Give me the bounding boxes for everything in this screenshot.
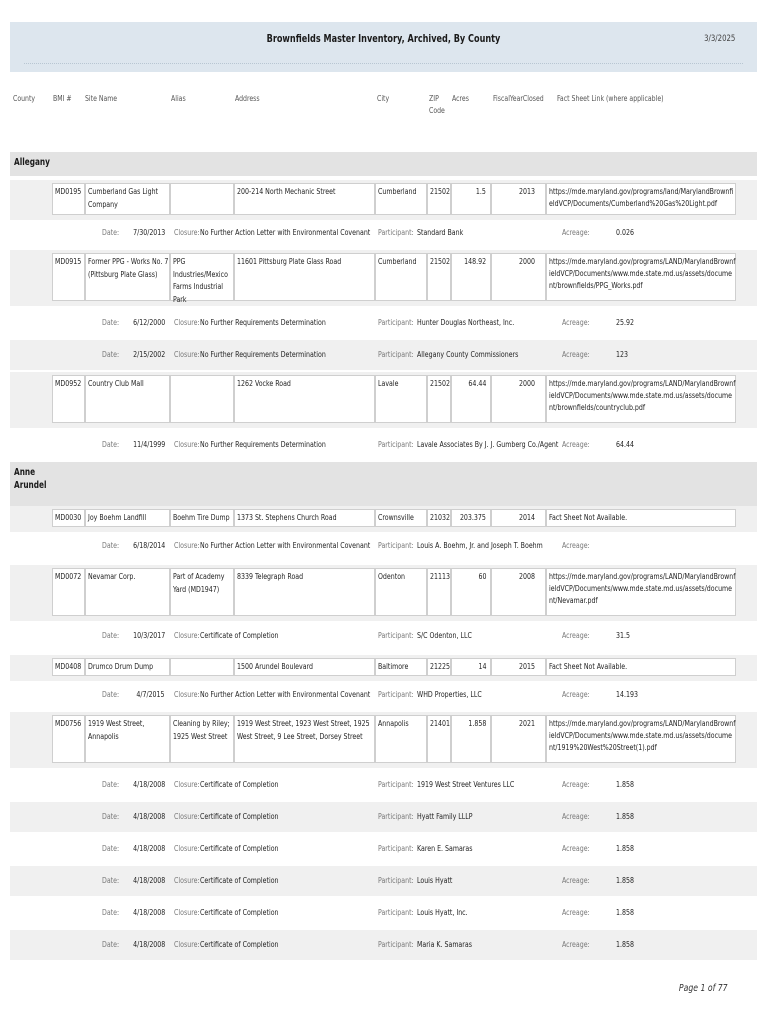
date-label: Date: <box>102 907 120 917</box>
cell-bmi <box>52 509 85 527</box>
site-fiscal-year-closed: 2013 <box>519 186 535 196</box>
date-label: Date: <box>102 875 120 885</box>
cell-fiscal-year-closed <box>491 715 546 763</box>
acreage-value: 1.858 <box>616 907 634 917</box>
report-header <box>10 22 757 72</box>
participant-label: Participant: <box>378 907 414 917</box>
closure-type: No Further Action Letter with Environmental Covenant <box>200 540 371 550</box>
closure-detail-row <box>10 621 757 651</box>
date-label: Date: <box>102 811 120 821</box>
county-name: Anne Arundel <box>14 467 47 491</box>
closure-type: Certificate of Completion <box>200 907 279 917</box>
closure-label: Closure: <box>174 317 200 327</box>
cell-site-name <box>85 715 170 763</box>
closure-type: Certificate of Completion <box>200 875 279 885</box>
date-label: Date: <box>102 779 120 789</box>
closure-detail-row <box>10 340 757 370</box>
participant-name: Hyatt Family LLLP <box>417 811 473 821</box>
cell-city <box>375 715 427 763</box>
site-city: Cumberland <box>378 256 417 266</box>
site-bmi: MD0030 <box>55 512 82 522</box>
acreage-label: Acreage: <box>562 349 590 359</box>
closure-detail-row <box>10 308 757 338</box>
site-fiscal-year-closed: 2014 <box>519 512 535 522</box>
site-city: Lavale <box>378 378 399 388</box>
site-address: 1373 St. Stephens Church Road <box>237 512 337 522</box>
closure-type: Certificate of Completion <box>200 843 279 853</box>
site-acres: 60 <box>478 571 486 581</box>
cell-fiscal-year-closed <box>491 253 546 301</box>
site-zip: 21502 <box>430 378 450 388</box>
site-bmi: MD0952 <box>55 378 82 388</box>
cell-alias <box>170 253 234 304</box>
closure-type: Certificate of Completion <box>200 939 279 949</box>
cell-acres <box>451 183 491 215</box>
closure-label: Closure: <box>174 875 200 885</box>
cell-zip <box>427 183 451 215</box>
site-acres: 203.375 <box>460 512 486 522</box>
cell-fiscal-year-closed <box>491 509 546 527</box>
date-label: Date: <box>102 227 120 237</box>
acreage-value: 14.193 <box>616 689 638 699</box>
site-fiscal-year-closed: 2015 <box>519 661 535 671</box>
col-address: Address <box>235 94 260 103</box>
acreage-value: 1.858 <box>616 875 634 885</box>
cell-bmi <box>52 183 85 215</box>
acreage-label: Acreage: <box>562 630 590 640</box>
date-label: Date: <box>102 689 120 699</box>
acreage-value: 64.44 <box>616 439 634 449</box>
site-address: 1500 Arundel Boulevard <box>237 661 314 671</box>
col-acres: Acres <box>452 94 469 103</box>
fact-sheet-link[interactable]: https://mde.maryland.gov/programs/LAND/MarylandBrownfieldVCP/Documents/www.mde.state.md.us/assets/document/brownfields/PPG_Works.pdf <box>549 256 736 290</box>
site-fiscal-year-closed: 2021 <box>519 718 535 728</box>
cell-address <box>234 715 375 763</box>
closure-date: 4/18/2008 <box>132 939 165 949</box>
participant-label: Participant: <box>378 811 414 821</box>
cell-zip <box>427 715 451 763</box>
participant-label: Participant: <box>378 843 414 853</box>
col-alias: Alias <box>171 94 186 103</box>
date-label: Date: <box>102 939 120 949</box>
closure-label: Closure: <box>174 540 200 550</box>
cell-fact-sheet <box>546 509 736 527</box>
cell-zip <box>427 568 451 616</box>
cell-zip <box>427 253 451 301</box>
acreage-value: 1.858 <box>616 811 634 821</box>
report-title: Brownfields Master Inventory, Archived, By County <box>266 33 501 45</box>
closure-date: 4/18/2008 <box>132 907 165 917</box>
closure-label: Closure: <box>174 939 200 949</box>
participant-label: Participant: <box>378 227 414 237</box>
fact-sheet-link: Fact Sheet Not Available. <box>549 661 628 671</box>
closure-label: Closure: <box>174 907 200 917</box>
cell-city <box>375 183 427 215</box>
site-site-name: Country Club Mall <box>88 378 144 388</box>
site-zip: 21225 <box>430 661 450 671</box>
fact-sheet-link[interactable]: https://mde.maryland.gov/programs/land/MarylandBrownfieldVCP/Documents/Cumberland%20Gas%20Light.pdf <box>549 186 734 208</box>
closure-detail-row <box>10 834 757 864</box>
site-bmi: MD0408 <box>55 661 82 671</box>
acreage-value: 1.858 <box>616 843 634 853</box>
county-group-header <box>10 462 757 506</box>
cell-city <box>375 568 427 616</box>
cell-site-name <box>85 183 170 215</box>
site-zip: 21113 <box>430 571 450 581</box>
participant-label: Participant: <box>378 349 414 359</box>
acreage-value: 1.858 <box>616 939 634 949</box>
cell-address <box>234 375 375 423</box>
closure-type: No Further Requirements Determination <box>200 317 326 327</box>
site-site-name: Joy Boehm Landfill <box>88 512 147 522</box>
col-zip: ZIP Code <box>429 94 445 115</box>
cell-site-name <box>85 509 170 527</box>
date-label: Date: <box>102 349 120 359</box>
site-bmi: MD0195 <box>55 186 82 196</box>
cell-city <box>375 253 427 301</box>
participant-label: Participant: <box>378 875 414 885</box>
closure-date: 11/4/1999 <box>132 439 165 449</box>
closure-date: 4/18/2008 <box>132 811 165 821</box>
closure-date: 6/18/2014 <box>132 540 165 550</box>
closure-label: Closure: <box>174 779 200 789</box>
site-row <box>10 655 757 681</box>
closure-date: 4/18/2008 <box>132 875 165 885</box>
col-bmi: BMI # <box>53 94 72 103</box>
site-row <box>10 506 757 532</box>
closure-detail-row <box>10 930 757 960</box>
cell-bmi <box>52 715 85 763</box>
site-city: Odenton <box>378 571 406 581</box>
fact-sheet-link: Fact Sheet Not Available. <box>549 512 628 522</box>
closure-date: 10/3/2017 <box>132 630 165 640</box>
participant-label: Participant: <box>378 540 414 550</box>
cell-site-name <box>85 253 170 301</box>
col-county: County <box>13 94 36 103</box>
participant-name: Allegany County Commissioners <box>417 349 519 359</box>
acreage-label: Acreage: <box>562 689 590 699</box>
participant-name: Louis Hyatt, Inc. <box>417 907 468 917</box>
fact-sheet-link[interactable]: https://mde.maryland.gov/programs/LAND/MarylandBrownfieldVCP/Documents/www.mde.state.md.us/assets/document/brownfields/countryclub.pdf <box>549 378 736 412</box>
site-row <box>10 250 757 306</box>
closure-detail-row <box>10 430 757 460</box>
acreage-value: 0.026 <box>616 227 634 237</box>
closure-type: No Further Requirements Determination <box>200 349 326 359</box>
participant-name: WHD Properties, LLC <box>417 689 482 699</box>
participant-label: Participant: <box>378 317 414 327</box>
site-acres: 148.92 <box>464 256 486 266</box>
cell-address <box>234 509 375 527</box>
site-site-name: Nevamar Corp. <box>88 571 136 581</box>
cell-fiscal-year-closed <box>491 658 546 676</box>
site-bmi: MD0915 <box>55 256 82 266</box>
acreage-value: 31.5 <box>616 630 630 640</box>
site-acres: 1.5 <box>476 186 486 196</box>
closure-label: Closure: <box>174 630 200 640</box>
col-city: City <box>377 94 390 103</box>
site-site-name: Former PPG - Works No. 7 (Pittsburg Plate Glass) <box>88 256 169 279</box>
site-row <box>10 372 757 428</box>
site-fiscal-year-closed: 2000 <box>519 256 535 266</box>
participant-name: Louis A. Boehm, Jr. and Joseph T. Boehm <box>417 540 543 550</box>
closure-type: Certificate of Completion <box>200 811 279 821</box>
site-site-name: 1919 West Street, Annapolis <box>88 718 145 741</box>
cell-fact-sheet <box>546 568 736 616</box>
closure-date: 4/18/2008 <box>132 843 165 853</box>
site-bmi: MD0072 <box>55 571 82 581</box>
acreage-label: Acreage: <box>562 843 590 853</box>
cell-bmi <box>52 253 85 301</box>
date-label: Date: <box>102 317 120 327</box>
participant-name: Maria K. Samaras <box>417 939 472 949</box>
date-label: Date: <box>102 439 120 449</box>
cell-fiscal-year-closed <box>491 375 546 423</box>
participant-name: Lavale Associates By J. J. Gumberg Co./Agent <box>417 439 559 449</box>
cell-site-name <box>85 658 170 676</box>
report-date: 3/3/2025 <box>703 34 735 44</box>
cell-bmi <box>52 375 85 423</box>
col-site-name: Site Name <box>85 94 118 103</box>
closure-label: Closure: <box>174 689 200 699</box>
cell-alias <box>170 715 234 763</box>
acreage-label: Acreage: <box>562 540 590 550</box>
site-zip: 21502 <box>430 186 450 196</box>
county-name: Allegany <box>14 157 50 168</box>
cell-address <box>234 183 375 215</box>
site-zip: 21502 <box>430 256 450 266</box>
site-row <box>10 712 757 768</box>
cell-city <box>375 509 427 527</box>
site-row <box>10 180 757 220</box>
participant-name: Louis Hyatt <box>417 875 453 885</box>
site-address: 8339 Telegraph Road <box>237 571 304 581</box>
page-number: Page 1 of 77 <box>679 983 728 994</box>
site-address: 1919 West Street, 1923 West Street, 1925 West Street, 9 Lee Street, Dorsey Street <box>237 718 370 741</box>
site-address: 200-214 North Mechanic Street <box>237 186 336 196</box>
cell-site-name <box>85 375 170 423</box>
closure-date: 4/7/2015 <box>136 689 165 699</box>
closure-label: Closure: <box>174 843 200 853</box>
cell-bmi <box>52 658 85 676</box>
participant-label: Participant: <box>378 439 414 449</box>
cell-fact-sheet <box>546 183 736 215</box>
cell-fact-sheet <box>546 253 736 301</box>
closure-detail-row <box>10 802 757 832</box>
site-site-name: Drumco Drum Dump <box>88 661 154 671</box>
site-zip: 21401 <box>430 718 450 728</box>
closure-date: 7/30/2013 <box>132 227 165 237</box>
cell-fiscal-year-closed <box>491 183 546 215</box>
acreage-label: Acreage: <box>562 439 590 449</box>
acreage-label: Acreage: <box>562 907 590 917</box>
site-row <box>10 565 757 621</box>
closure-type: No Further Action Letter with Environmental Covenant <box>200 689 371 699</box>
cell-acres <box>451 509 491 527</box>
closure-label: Closure: <box>174 349 200 359</box>
acreage-label: Acreage: <box>562 939 590 949</box>
closure-detail-row <box>10 866 757 896</box>
participant-label: Participant: <box>378 939 414 949</box>
acreage-label: Acreage: <box>562 875 590 885</box>
site-address: 1262 Vocke Road <box>237 378 291 388</box>
cell-address <box>234 253 375 301</box>
county-group-header <box>10 152 757 176</box>
cell-fiscal-year-closed <box>491 568 546 616</box>
closure-detail-row <box>10 681 757 709</box>
site-alias: Part of Academy Yard (MD1947) <box>173 571 225 594</box>
cell-city <box>375 658 427 676</box>
participant-name: S/C Odenton, LLC <box>417 630 472 640</box>
site-zip: 21032 <box>430 512 450 522</box>
cell-acres <box>451 568 491 616</box>
closure-detail-row <box>10 898 757 928</box>
site-acres: 14 <box>478 661 486 671</box>
acreage-value: 123 <box>616 349 628 359</box>
participant-name: Hunter Douglas Northeast, Inc. <box>417 317 515 327</box>
closure-type: No Further Requirements Determination <box>200 439 326 449</box>
fact-sheet-link[interactable]: https://mde.maryland.gov/programs/LAND/MarylandBrownfieldVCP/Documents/www.mde.state.md.us/assets/document/Nevamar.pdf <box>549 571 736 605</box>
cell-acres <box>451 658 491 676</box>
site-acres: 64.44 <box>468 378 486 388</box>
participant-label: Participant: <box>378 630 414 640</box>
acreage-label: Acreage: <box>562 317 590 327</box>
closure-label: Closure: <box>174 227 200 237</box>
acreage-label: Acreage: <box>562 811 590 821</box>
site-fiscal-year-closed: 2000 <box>519 378 535 388</box>
cell-bmi <box>52 568 85 616</box>
site-address: 11601 Pittsburg Plate Glass Road <box>237 256 342 266</box>
participant-name: 1919 West Street Ventures LLC <box>417 779 515 789</box>
acreage-value: 1.858 <box>616 779 634 789</box>
cell-alias <box>170 568 234 616</box>
cell-alias <box>170 509 234 527</box>
date-label: Date: <box>102 540 120 550</box>
cell-fact-sheet <box>546 658 736 676</box>
cell-fact-sheet <box>546 375 736 423</box>
fact-sheet-link[interactable]: https://mde.maryland.gov/programs/LAND/MarylandBrownfieldVCP/Documents/www.mde.state.md.us/assets/document/1919%20West%20Street(1).pdf <box>549 718 736 752</box>
cell-acres <box>451 375 491 423</box>
cell-alias <box>170 375 234 423</box>
cell-zip <box>427 658 451 676</box>
cell-address <box>234 658 375 676</box>
acreage-label: Acreage: <box>562 227 590 237</box>
closure-type: Certificate of Completion <box>200 779 279 789</box>
site-city: Cumberland <box>378 186 417 196</box>
cell-fact-sheet <box>546 715 736 763</box>
cell-alias <box>170 658 234 676</box>
site-city: Baltimore <box>378 661 409 671</box>
participant-label: Participant: <box>378 689 414 699</box>
closure-label: Closure: <box>174 439 200 449</box>
header-divider <box>24 63 743 64</box>
cell-acres <box>451 715 491 763</box>
cell-zip <box>427 375 451 423</box>
cell-address <box>234 568 375 616</box>
col-fact-sheet: Fact Sheet Link (where applicable) <box>557 94 664 103</box>
cell-site-name <box>85 568 170 616</box>
closure-date: 6/12/2000 <box>132 317 165 327</box>
site-city: Crownsville <box>378 512 414 522</box>
acreage-label: Acreage: <box>562 779 590 789</box>
cell-acres <box>451 253 491 301</box>
site-alias: Cleaning by Riley; 1925 West Street <box>173 718 230 741</box>
cell-city <box>375 375 427 423</box>
cell-zip <box>427 509 451 527</box>
site-bmi: MD0756 <box>55 718 82 728</box>
site-fiscal-year-closed: 2008 <box>519 571 535 581</box>
site-site-name: Cumberland Gas Light Company <box>88 186 159 209</box>
cell-alias <box>170 183 234 215</box>
closure-detail-row <box>10 220 757 246</box>
site-alias: Boehm Tire Dump <box>173 512 230 522</box>
closure-detail-row <box>10 532 757 560</box>
closure-date: 2/15/2002 <box>132 349 165 359</box>
participant-label: Participant: <box>378 779 414 789</box>
site-city: Annapolis <box>378 718 409 728</box>
col-fiscal-year: FiscalYearClosed <box>493 94 544 103</box>
participant-name: Karen E. Samaras <box>417 843 473 853</box>
closure-type: Certificate of Completion <box>200 630 279 640</box>
site-acres: 1.858 <box>468 718 486 728</box>
closure-date: 4/18/2008 <box>132 779 165 789</box>
acreage-value: 25.92 <box>616 317 634 327</box>
site-alias: PPG Industries/Mexico Farms Industrial Park <box>173 256 228 304</box>
closure-label: Closure: <box>174 811 200 821</box>
closure-type: No Further Action Letter with Environmental Covenant <box>200 227 371 237</box>
date-label: Date: <box>102 843 120 853</box>
closure-detail-row <box>10 770 757 800</box>
participant-name: Standard Bank <box>417 227 464 237</box>
date-label: Date: <box>102 630 120 640</box>
